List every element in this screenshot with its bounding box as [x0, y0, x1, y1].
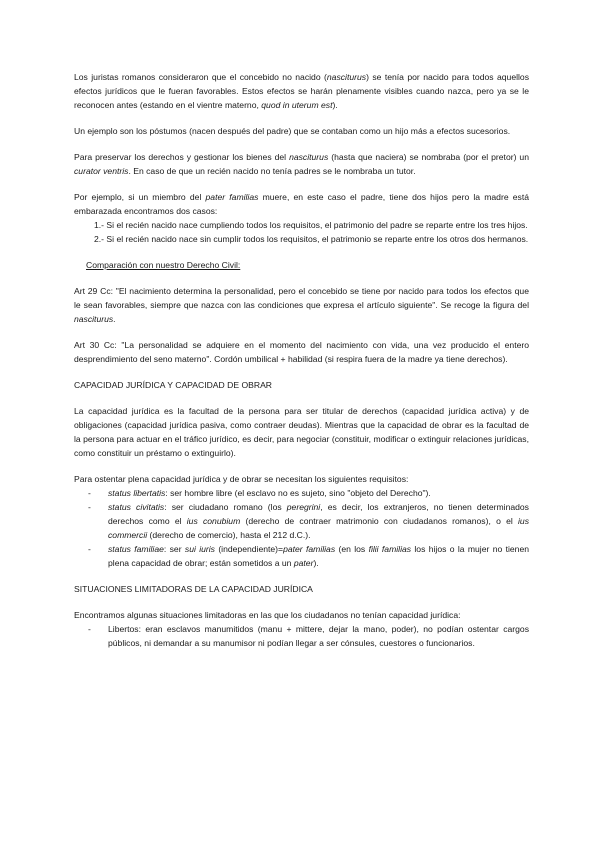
paragraph-example: Por ejemplo, si un miembro del pater familias muere, en este caso el padre, tiene dos hijos pero la madre está embarazada encontramos dos casos: — [74, 192, 530, 216]
latin-term: quod in uterum est — [261, 100, 333, 110]
paragraph-situaciones-intro: Encontramos algunas situaciones limitadoras en las que los ciudadanos no tenían capacidad jurídica: — [74, 610, 461, 620]
paragraph-art30: Art 30 Cc: "La personalidad se adquiere en el momento del nacimiento con vida, una vez producido el entero desprendimiento del seno materno". Cordón umbilical + habilidad (si respira fuera de la madre ya tiene derechos). — [74, 340, 529, 364]
section-heading-capacidad: CAPACIDAD JURÍDICA Y CAPACIDAD DE OBRAR — [74, 380, 273, 390]
dash-bullet: - — [88, 488, 91, 498]
section-heading-situaciones: SITUACIONES LIMITADORAS DE LA CAPACIDAD JURÍDICA — [74, 584, 313, 594]
list-item: - status familiae: ser sui iuris (independiente)=pater familias (en los filii familias los hijos o la mujer no tienen plena capacidad de obrar; están sometidos a un pater). — [88, 544, 530, 568]
example-case-2: 2.- Si el recién nacido nace sin cumplir todos los requisitos, el patrimonio se reparte entre los otros dos hermanos. — [94, 234, 529, 244]
latin-term: nasciturus — [326, 72, 367, 82]
paragraph-requisitos-intro: Para ostentar plena capacidad jurídica y de obrar se necesitan los siguientes requisitos: — [74, 474, 409, 484]
section-subheading-comparison: Comparación con nuestro Derecho Civil: — [86, 260, 241, 270]
paragraph-capacidad-definition: La capacidad jurídica es la facultad de la persona para ser titular de derechos (capacidad jurídica activa) y de obligaciones (capacidad jurídica pasiva, como contraer deudas). Mientras que la capacidad de obrar es la facultad de la persona para actuar en el tráfico jurídico, es decir, para negociar (constituir, modificar o extinguir relaciones jurídicas, como constituir un préstamo o extinguirlo). — [74, 406, 529, 458]
list-item: - Libertos: eran esclavos manumitidos (manu + mittere, dejar la mano, poder), no podían ostentar cargos públicos, ni demandar a su manumisor ni podían llegar a ser cónsules, cuestores o funcionarios. — [88, 624, 529, 648]
latin-term: curator ventris — [74, 166, 129, 176]
dash-bullet: - — [88, 544, 91, 554]
paragraph-nasciturus-intro: Los juristas romanos consideraron que el concebido no nacido (nasciturus) se tenía por nacido para todos aquellos efectos jurídicos que le fueran favorables. Estos efectos se harán plenamente visibles cuando nazca, pero ya se le reconocen antes (estando en el vientre materno, quod in uterum est). — [74, 72, 529, 110]
limitations-list — [74, 622, 529, 650]
paragraph-art29: Art 29 Cc: "El nacimiento determina la personalidad, pero el concebido se tiene por nacido para todos los efectos que le sean favorables, siempre que nazca con las condiciones que expresa el artículo siguiente". Se recoge la figura del nasciturus. — [74, 286, 529, 324]
latin-term: nasciturus — [74, 314, 114, 324]
latin-term: pater familias — [205, 192, 259, 202]
latin-term: nasciturus — [289, 152, 329, 162]
paragraph-curator-ventris: Para preservar los derechos y gestionar los bienes del nasciturus (hasta que naciera) se nombraba (por el pretor) un curator ventris. En caso de que un recién nacido no tenía padres se le nombraba un tutor. — [74, 152, 529, 176]
list-item: - status civitatis: ser ciudadano romano (los peregrini, es decir, los extranjeros, no tienen determinados derechos como el ius conubium (derecho de contraer matrimonio con ciudadanos romanos), o el ius commercii (derecho de comercio), hasta el 212 d.C.). — [88, 502, 529, 540]
requirements-list — [74, 486, 529, 570]
list-item: - status libertatis: ser hombre libre (el esclavo no es sujeto, sino "objeto del Derecho"). — [88, 488, 431, 498]
dash-bullet: - — [88, 502, 91, 512]
paragraph-postumos: Un ejemplo son los póstumos (nacen después del padre) que se contaban como un hijo más a efectos sucesorios. — [74, 126, 511, 136]
example-case-1: 1.- Si el recién nacido nace cumpliendo todos los requisitos, el patrimonio del padre se reparte entre los tres hijos. — [94, 220, 528, 230]
document-page — [74, 70, 529, 650]
dash-bullet: - — [88, 624, 91, 634]
